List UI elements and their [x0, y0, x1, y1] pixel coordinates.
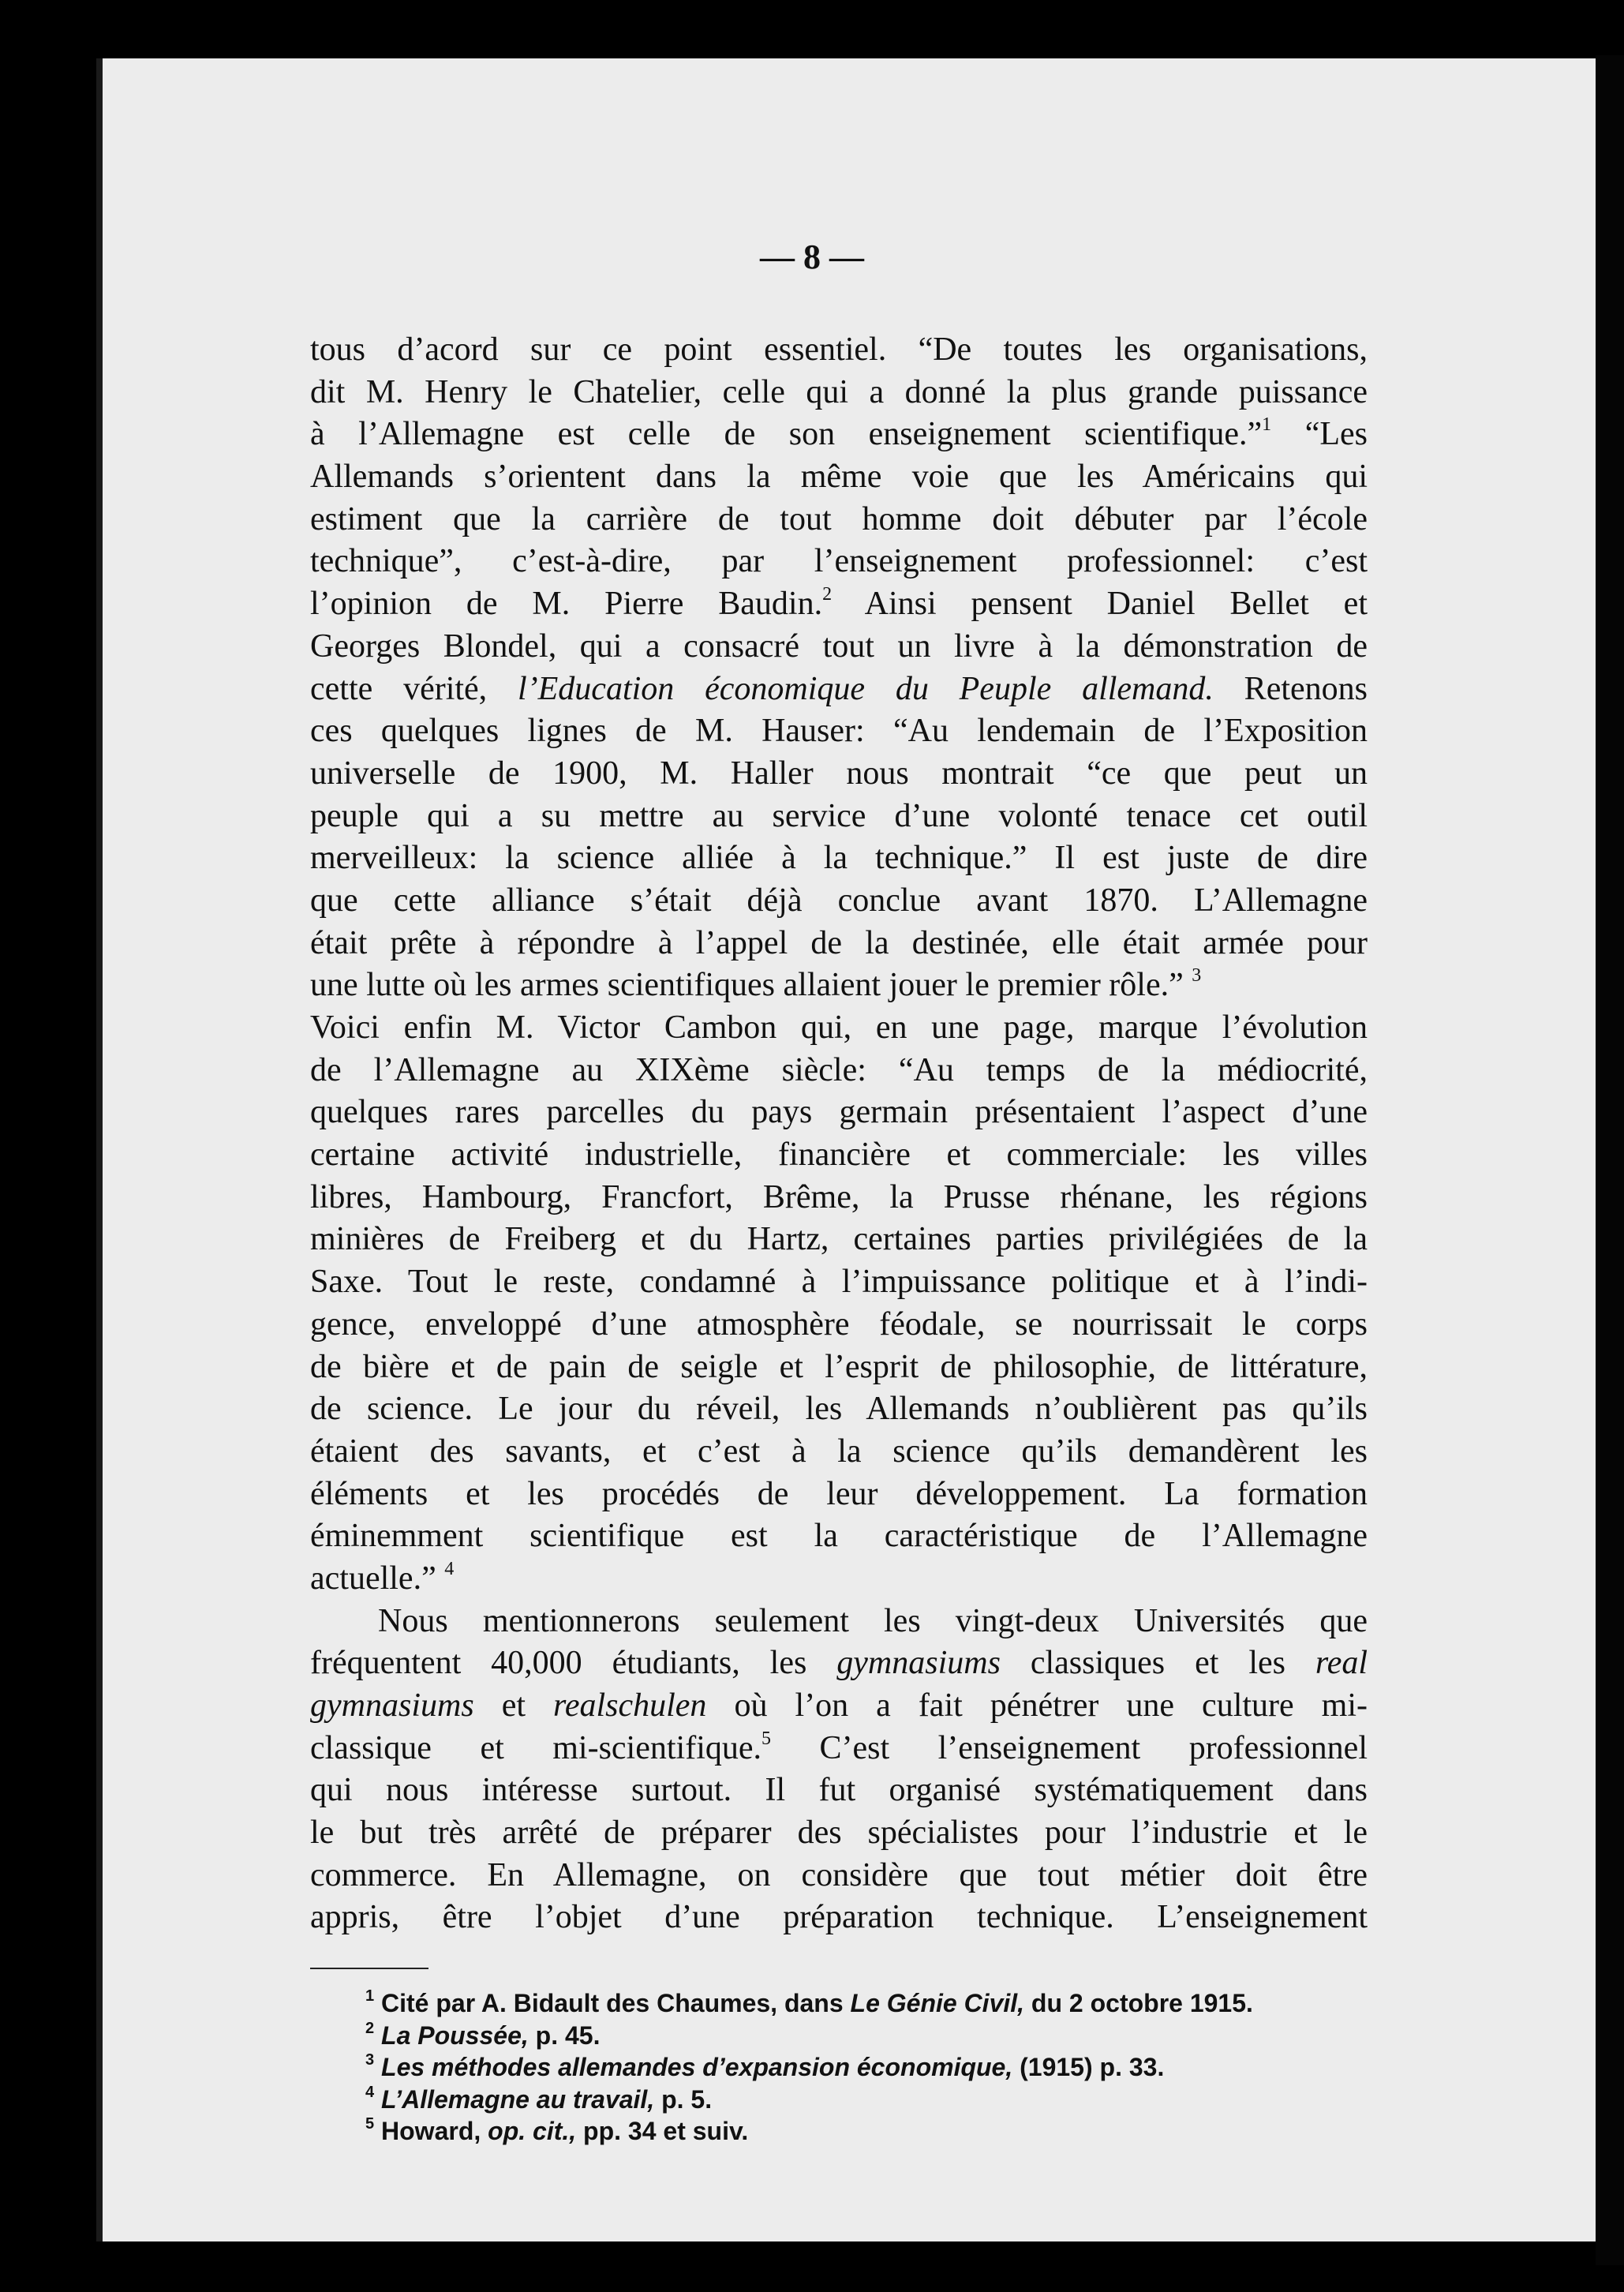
text-line: une lutte où les armes scientifiques allaient jouer le premier rôle.” $^3$: [310, 965, 1202, 1004]
text-line: Saxe. Tout le reste, condamné à l’impuissance politique et à l’indi-: [310, 1264, 1368, 1301]
text-line: à l’Allemagne est celle de son enseignement scientifique.”$^1$ “Les: [310, 414, 1368, 453]
text-line: de l’Allemagne au XIXème siècle: “Au temps de la médiocrité,: [310, 1051, 1368, 1088]
text-line: universelle de 1900, M. Haller nous montrait “ce que peut un: [310, 755, 1368, 792]
text-line: appris, être l’objet d’une préparation technique. L’enseignement: [310, 1899, 1368, 1936]
text-line: dit M. Henry le Chatelier, celle qui a donné la plus grande puissance: [310, 373, 1368, 410]
text-line: éminemment scientifique est la caractéristique de l’Allemagne: [310, 1518, 1368, 1555]
footnote-ref: 4: [444, 1558, 455, 1579]
text-line: certaine activité industrielle, financière et commerciale: les villes: [310, 1137, 1368, 1174]
text-line: minières de Freiberg et du Hartz, certaines parties privilégiées de la: [310, 1221, 1368, 1258]
footnote-ref: 5: [761, 1728, 771, 1749]
text-line: tous d’acord sur ce point essentiel. “De toutes les organisations,: [310, 331, 1368, 368]
text-line: étaient des savants, et c’est à la science qu’ils demandèrent les: [310, 1432, 1368, 1470]
text-line: estiment que la carrière de tout homme doit débuter par l’école: [310, 500, 1368, 537]
scan-edge: [1596, 55, 1624, 2265]
text-line: de science. Le jour du réveil, les Allemands n’oublièrent pas qu’ils: [310, 1391, 1368, 1428]
text-line: technique”, c’est-à-dire, par l’enseignement professionnel: c’est: [310, 543, 1368, 580]
text-line: Georges Blondel, qui a consacré tout un livre à la démonstration de: [310, 627, 1368, 665]
text-line: cette vérité, l’Education économique du Peuple allemand. Retenons: [310, 670, 1368, 707]
text-line: Allemands s’orientent dans la même voie que les Américains qui: [310, 459, 1368, 496]
footnotes: [365, 1987, 1375, 2148]
footnote-ref: 1: [1262, 414, 1272, 436]
text-line: libres, Hambourg, Francfort, Brême, la Prusse rhénane, les régions: [310, 1178, 1368, 1215]
text-line: de bière et de pain de seigle et l’esprit de philosophie, de littérature,: [310, 1348, 1368, 1385]
body-text: [310, 329, 1368, 1939]
text-line: éléments et les procédés de leur développement. La formation: [310, 1475, 1368, 1512]
footnote: $^3$ Les méthodes allemandes d’expansion économique, (1915) p. 33.: [365, 2051, 1165, 2081]
footnote: $^4$ L’Allemagne au travail, p. 5.: [365, 2083, 713, 2114]
text-line: fréquentent 40,000 étudiants, les gymnasiums classiques et les real: [310, 1645, 1368, 1682]
book-title: l’Education économique du Peuple allemand.: [518, 670, 1214, 707]
footnote-divider: [310, 1968, 428, 1969]
text-line: Voici enfin M. Victor Cambon qui, en une page, marque l’évolution: [310, 1009, 1368, 1046]
footnote-ref: 3: [1192, 965, 1202, 987]
text-line: actuelle.” $^4$: [310, 1558, 455, 1597]
text-line: le but très arrêté de préparer des spécialistes pour l’industrie et le: [310, 1814, 1368, 1852]
text-line: quelques rares parcelles du pays germain présentaient l’aspect d’une: [310, 1094, 1368, 1131]
text-line: qui nous intéresse surtout. Il fut organisé systématiquement dans: [310, 1772, 1368, 1809]
text-line: gence, enveloppé d’une atmosphère féodale, se nourrissait le corps: [310, 1305, 1368, 1343]
text-line: commerce. En Allemagne, on considère que tout métier doit être: [310, 1856, 1368, 1893]
text-line: gymnasiums et realschulen où l’on a fait pénétrer une culture mi-: [310, 1687, 1368, 1724]
text-line: que cette alliance s’était déjà conclue avant 1870. L’Allemagne: [310, 882, 1368, 919]
text-line: peuple qui a su mettre au service d’une volonté tenace cet outil: [310, 797, 1368, 834]
footnote: $^2$ La Poussée, p. 45.: [365, 2019, 601, 2050]
footnote: $^1$ Cité par A. Bidault des Chaumes, dans Le Génie Civil, du 2 octobre 1915.: [365, 1987, 1253, 2017]
text-line: merveilleux: la science alliée à la technique.” Il est juste de dire: [310, 840, 1368, 877]
page-number: — 8 —: [760, 238, 864, 276]
text-line: Nous mentionnerons seulement les vingt-deux Universités que: [378, 1602, 1368, 1639]
text-line: l’opinion de M. Pierre Baudin.$^2$ Ainsi pensent Daniel Bellet et: [310, 584, 1368, 623]
text-line: classique et mi-scientifique.$^5$ C’est l’enseignement professionnel: [310, 1728, 1368, 1766]
footnote-ref: 2: [822, 584, 833, 605]
footnote: $^5$ Howard, op. cit., pp. 34 et suiv.: [365, 2115, 749, 2145]
text-line: était prête à répondre à l’appel de la destinée, elle était armée pour: [310, 924, 1368, 961]
text-line: ces quelques lignes de M. Hauser: “Au lendemain de l’Exposition: [310, 713, 1368, 750]
